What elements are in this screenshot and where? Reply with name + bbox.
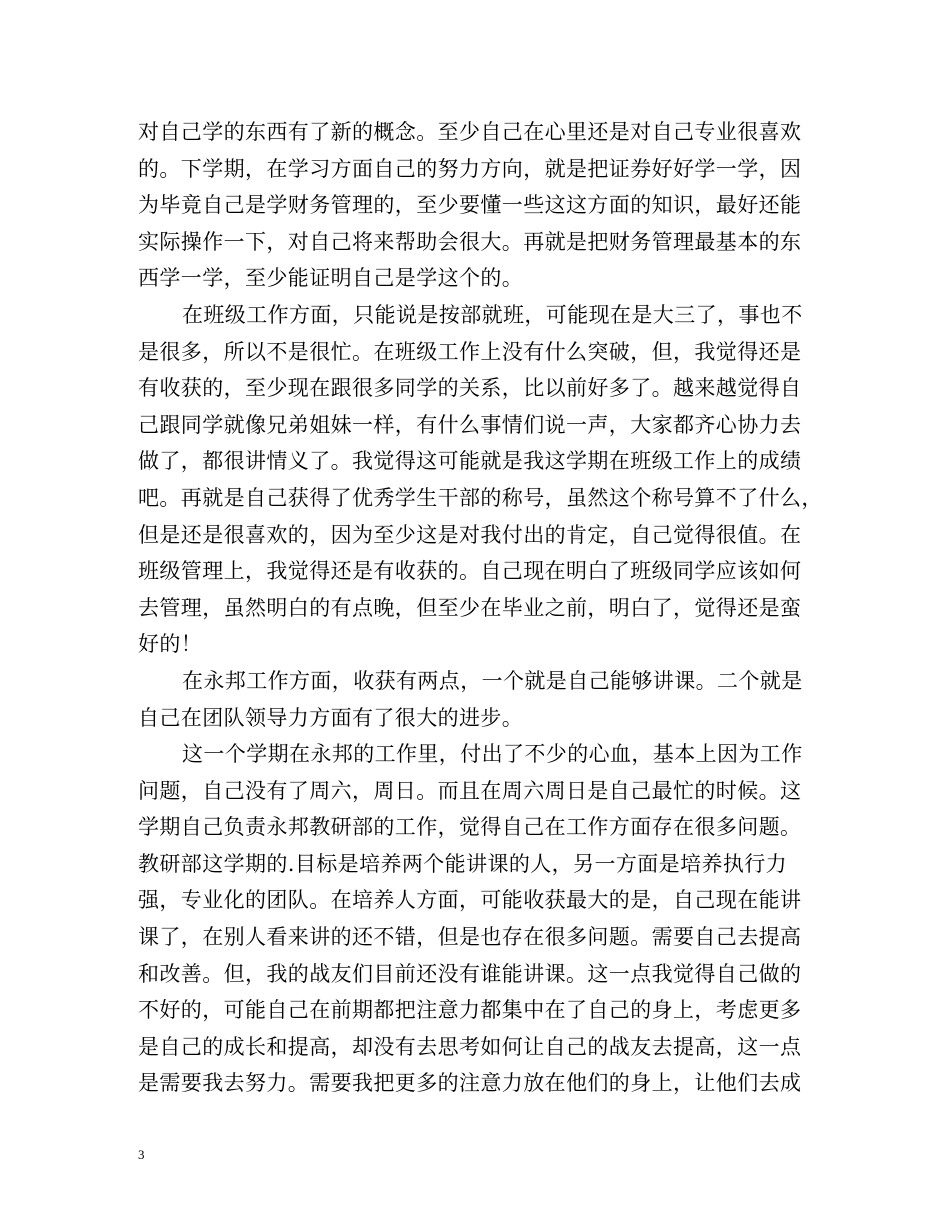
text-line: 和改善。但，我的战友们目前还没有谁能讲课。这一点我觉得自己做的 <box>138 961 802 986</box>
page-number: 3 <box>138 1147 145 1162</box>
text-line: 自己在团队领导力方面有了很大的进步。 <box>138 705 524 730</box>
text-line: 班级管理上，我觉得还是有收获的。自己现在明白了班级同学应该如何 <box>138 559 802 584</box>
text-line: 是很多，所以不是很忙。在班级工作上没有什么突破，但，我觉得还是 <box>138 339 802 364</box>
text-line: 去管理，虽然明白的有点晚，但至少在毕业之前，明白了，觉得还是蛮 <box>138 595 802 620</box>
text-line: 西学一学，至少能证明自己是学这个的。 <box>138 266 524 291</box>
text-line: 好的！ <box>138 632 203 657</box>
paragraph-first-line: 在永邦工作方面，收获有两点，一个就是自己能够讲课。二个就是 <box>182 668 803 693</box>
text-line: 吧。再就是自己获得了优秀学生干部的称号，虽然这个称号算不了什么， <box>138 485 823 510</box>
text-line: 的。下学期，在学习方面自己的努力方向，就是把证券好好学一学，因 <box>138 156 802 181</box>
text-line: 但是还是很喜欢的，因为至少这是对我付出的肯定，自己觉得很值。在 <box>138 522 802 547</box>
text-line: 学期自己负责永邦教研部的工作，觉得自己在工作方面存在很多问题。 <box>138 815 802 840</box>
paragraph-first-line: 在班级工作方面，只能说是按部就班，可能现在是大三了，事也不 <box>182 302 803 327</box>
text-line: 做了，都很讲情义了。我觉得这可能就是我这学期在班级工作上的成绩 <box>138 449 802 474</box>
text-line: 课了，在别人看来讲的还不错，但是也存在很多问题。需要自己去提高 <box>138 925 802 950</box>
paragraph-first-line: 这一个学期在永邦的工作里，付出了不少的心血，基本上因为工作 <box>182 742 803 767</box>
text-line: 对自己学的东西有了新的概念。至少自己在心里还是对自己专业很喜欢 <box>138 120 802 144</box>
text-line: 是自己的成长和提高，却没有去思考如何让自己的战友去提高，这一点 <box>138 1034 802 1059</box>
text-line: 有收获的，至少现在跟很多同学的关系，比以前好多了。越来越觉得自 <box>138 376 802 401</box>
document-body <box>138 114 823 1102</box>
text-line: 实际操作一下，对自己将来帮助会很大。再就是把财务管理最基本的东 <box>138 229 802 254</box>
text-line: 是需要我去努力。需要我把更多的注意力放在他们的身上，让他们去成 <box>138 1071 802 1096</box>
text-line: 问题，自己没有了周六，周日。而且在周六周日是自己最忙的时候。这 <box>138 778 802 803</box>
text-line: 为毕竟自己是学财务管理的，至少要懂一些这这方面的知识，最好还能 <box>138 193 802 218</box>
text-line: 教研部这学期的.目标是培养两个能讲课的人，另一方面是培养执行力 <box>138 851 788 876</box>
text-line: 强，专业化的团队。在培养人方面，可能收获最大的是，自己现在能讲 <box>138 888 802 913</box>
text-line: 己跟同学就像兄弟姐妹一样，有什么事情们说一声，大家都齐心协力去 <box>138 412 802 437</box>
text-line: 不好的，可能自己在前期都把注意力都集中在了自己的身上，考虑更多 <box>138 998 802 1023</box>
